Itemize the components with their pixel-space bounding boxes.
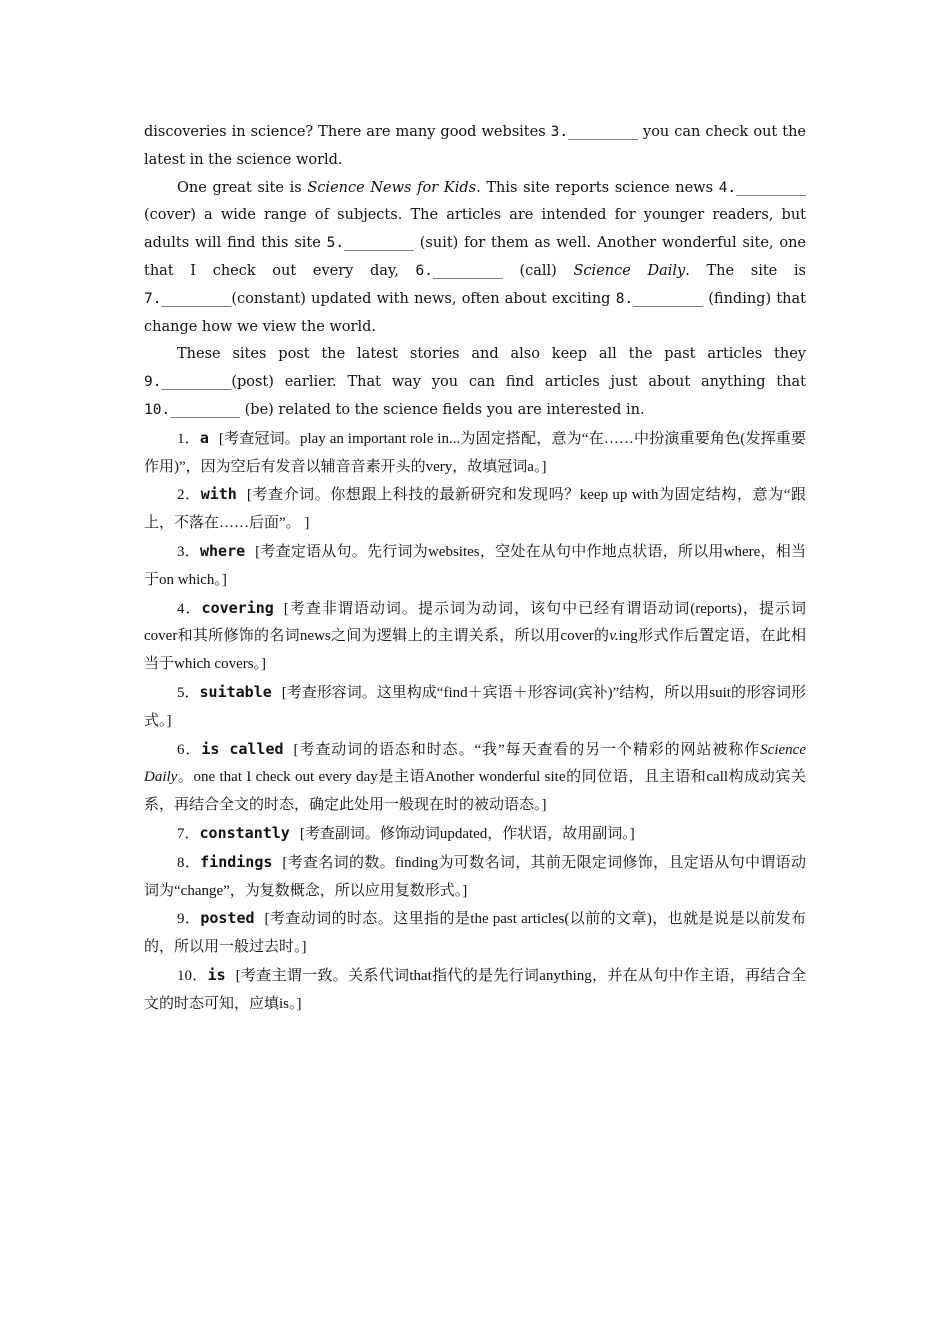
answer-explanation: [考查形容词。这里构成“find＋宾语＋形容词(宾补)”结构，所以用suit的形容词形式。] [144,684,806,729]
answer-word: covering [201,598,274,617]
answer-item-10: 10．is [考查主谓一致。关系代词that指代的是先行词anything，并在从句中作主语，再结合全文的时态可知，应填is。] [144,965,806,1012]
answer-key [144,425,806,1019]
answer-item-8: 8．findings [考查名词的数。finding为可数名词，其前无限定词修饰，且定语从句中谓语动词为“change”，为复数概念，所以应用复数形式。] [144,852,806,899]
passage-paragraph-1: discoveries in science? There are many good websites 3.________ you can check out the latest in the science world. [144,124,807,168]
answer-item-4: 4．covering [考查非谓语动词。提示词为动词，该句中已经有谓语动词(reports)，提示词cover和其所修饰的名词news之间为逻辑上的主谓关系，所以用cover的v.ing形式作后置定语，在此相当于which covers。] [144,598,807,673]
answer-item-3: 3．where [考查定语从句。先行词为websites，空处在从句中作地点状语，所以用where，相当于on which。] [144,541,806,588]
answer-word: suitable [199,682,272,701]
answer-item-2: 2．with [考查介词。你想跟上科技的最新研究和发现吗？keep up with为固定结构，意为“跟上，不落在……后面”。 ] [144,485,806,532]
answer-explanation: [考查副词。修饰动词updated，作状语，故用副词。] [299,825,635,842]
passage [144,119,806,425]
document-page [144,119,806,1019]
answer-item-6: 6．is called [考查动词的语态和时态。“我”每天查看的另一个精彩的网站被称作Science Daily。one that I check out every day是主语Another wonderful site的同位语，且主语和call构成动宾关系，再结合全文的时态，确定此处用一般现在时的被动语态。] [144,739,806,814]
blank-4: 4.________ [718,179,807,196]
answer-explanation: [考查非谓语动词。提示词为动词，该句中已经有谓语动词(reports)，提示词cover和其所修饰的名词news之间为逻辑上的主谓关系，所以用cover的v.ing形式作后置定语，在此相当于which covers。] [144,600,807,673]
blank-10: 10.________ [144,401,241,418]
answer-explanation: [考查动词的时态。这里指的是the past articles(以前的文章)，也就是说是以前发布的，所以用一般过去时。] [144,911,806,956]
answer-item-7: 7．constantly [考查副词。修饰动词updated，作状语，故用副词。] [177,823,635,842]
answer-word: with [200,485,237,504]
answer-explanation: [考查冠词。play an important role in...为固定搭配，意为“在……中扮演重要角色(发挥重要作用)”，因为空后有发音以辅音音素开头的very，故填冠词a。] [144,430,806,475]
answer-word: a [199,428,209,447]
answer-word: is called [201,739,284,758]
blank-7: 7.________ [144,290,232,307]
site-name-science-daily: Science Daily [573,262,686,279]
answer-word: posted [200,909,255,928]
answer-item-5: 5．suitable [考查形容词。这里构成“find＋宾语＋形容词(宾补)”结构，所以用suit的形容词形式。] [144,682,806,729]
answer-explanation: [考查名词的数。finding为可数名词，其前无限定词修饰，且定语从句中谓语动词为“change”，为复数概念，所以应用复数形式。] [144,854,806,899]
passage-paragraph-3: These sites post the latest stories and also keep all the past articles they 9.________(post) earlier. That way you can find articles just about anything that 10.________ (be) related to the science fields you are interested in. [144,346,806,418]
answer-explanation: [考查动词的语态和时态。“我”每天查看的另一个精彩的网站被称作Science Daily。one that I check out every day是主语Another wonderful site的同位语，且主语和call构成动宾关系，再结合全文的时态，确定此处用一般现在时的被动语态。] [144,741,806,814]
blank-3: 3.________ [550,124,638,140]
answer-word: constantly [199,823,290,842]
passage-paragraph-2: One great site is Science News for Kids. This site reports science news 4.________ (cover) a wide range of subjects. The articles are intended for younger readers, but adults will find this site 5.________ (suit) for them as well. Another wonderful site, one that I check out every day, 6.________ (call) Science Daily. The site is 7.________(constant) updated with news, often about exciting 8.________ (finding) that change how we view the world. [144,179,807,335]
answer-item-9: 9．posted [考查动词的时态。这里指的是the past articles(以前的文章)，也就是说是以前发布的，所以用一般过去时。] [144,909,806,956]
site-name-science-news-for-kids: Science News for Kids [307,179,477,196]
answer-explanation: [考查定语从句。先行词为websites，空处在从句中作地点状语，所以用where，相当于on which。] [144,543,806,588]
blank-5: 5.________ [326,235,414,252]
blank-6: 6.________ [415,262,503,279]
answer-explanation: [考查介词。你想跟上科技的最新研究和发现吗？keep up with为固定结构，意为“跟上，不落在……后面”。 ] [144,487,806,532]
answer-explanation: [考查主谓一致。关系代词that指代的是先行词anything，并在从句中作主语，再结合全文的时态可知，应填is。] [144,967,806,1012]
answer-word: where [199,541,246,560]
blank-8: 8.________ [615,290,703,307]
answer-word: findings [200,852,273,871]
answer-word: is [207,965,226,984]
answer-item-1: 1．a [考查冠词。play an important role in...为固定搭配，意为“在……中扮演重要角色(发挥重要作用)”，因为空后有发音以辅音音素开头的very，故填冠词a。] [144,428,806,475]
blank-9: 9.________ [144,374,232,391]
